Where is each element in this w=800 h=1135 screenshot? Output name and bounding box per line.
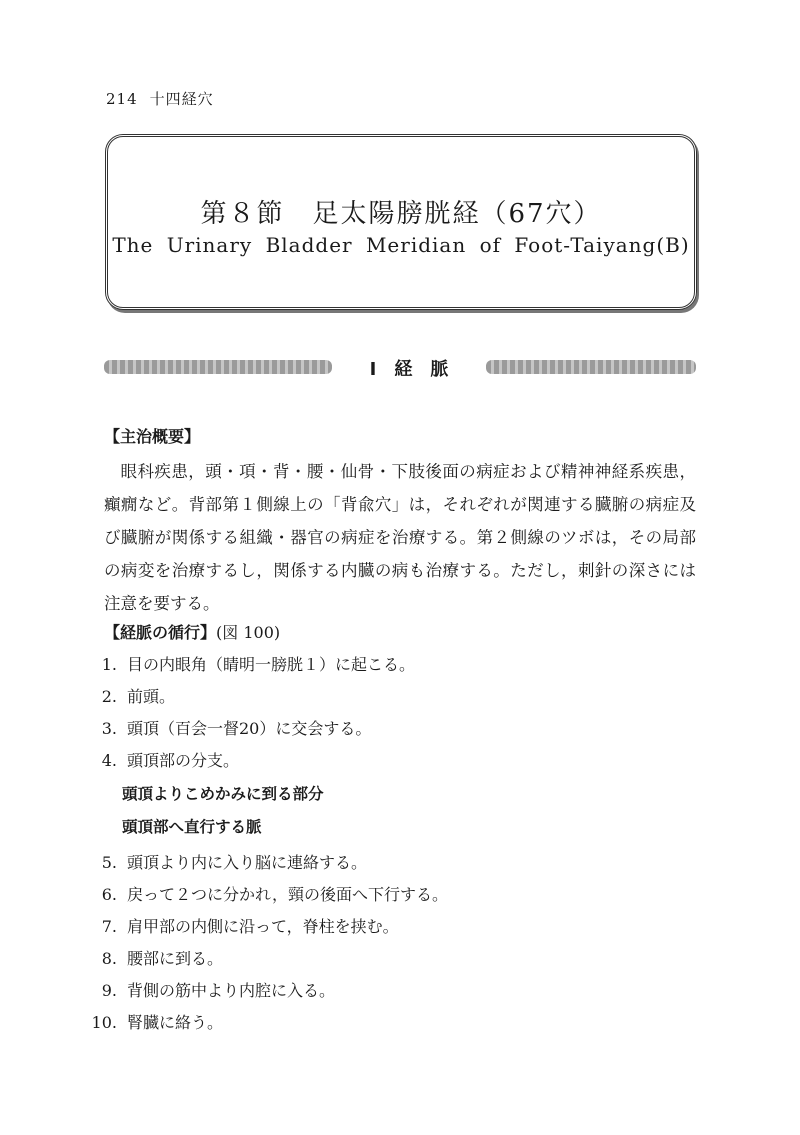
subheading-temple-branch: 頭頂よりこめかみに到る部分 (122, 785, 324, 803)
figure-reference: (図 100) (216, 623, 281, 642)
list-item: 9. 背側の筋中より内腔に入る。 (101, 981, 336, 1000)
course-heading-label: 【経脈の循行】 (104, 623, 217, 642)
list-item: 10. 腎臓に絡う。 (91, 1013, 224, 1032)
section-divider-left (104, 360, 332, 374)
running-header (106, 88, 214, 109)
list-item: 8. 腰部に到る。 (101, 949, 224, 968)
chapter-title-box (105, 134, 697, 310)
chapter-title-japanese: 第８節 足太陽膀胱経（67穴） (200, 199, 602, 229)
page-number: 214 (106, 90, 138, 108)
subheading-direct-vessel: 頭頂部へ直行する脈 (122, 818, 262, 836)
running-title: 十四経穴 (149, 90, 214, 108)
list-item: 5. 頭頂より内に入り脳に連絡する。 (101, 853, 368, 872)
list-item: 6. 戻って２つに分かれ，頸の後面へ下行する。 (101, 885, 448, 904)
chapter-title-english: The Urinary Bladder Meridian of Foot-Taiyang(B) (112, 233, 690, 257)
summary-paragraph: 眼科疾患，頭・項・背・腰・仙骨・下肢後面の病症および精神神経系疾患，癲癇など。背部第１側線上の「背兪穴」は，それぞれが関連する臓腑の病症及び臓腑が関係する組織・器官の病症を治療する。第２側線のツボは，その局部の病変を治療するし，関係する内臓の病も治療する。ただし，刺針の深さには注意を要する。 (104, 462, 696, 613)
section-divider-right (486, 360, 696, 374)
course-heading (104, 620, 280, 643)
list-item: 4. 頭頂部の分支。 (101, 751, 240, 770)
section-title: Ⅰ経脈 (369, 359, 467, 380)
list-item: 3. 頭頂（百会一督20）に交会する。 (101, 719, 372, 738)
list-item: 7. 肩甲部の内側に沿って，脊柱を挟む。 (101, 917, 399, 936)
summary-heading: 【主治概要】 (104, 427, 201, 446)
list-item: 2. 前頭。 (101, 687, 176, 706)
list-item: 1. 目の内眼角（睛明一膀胱１）に起こる。 (101, 655, 416, 674)
